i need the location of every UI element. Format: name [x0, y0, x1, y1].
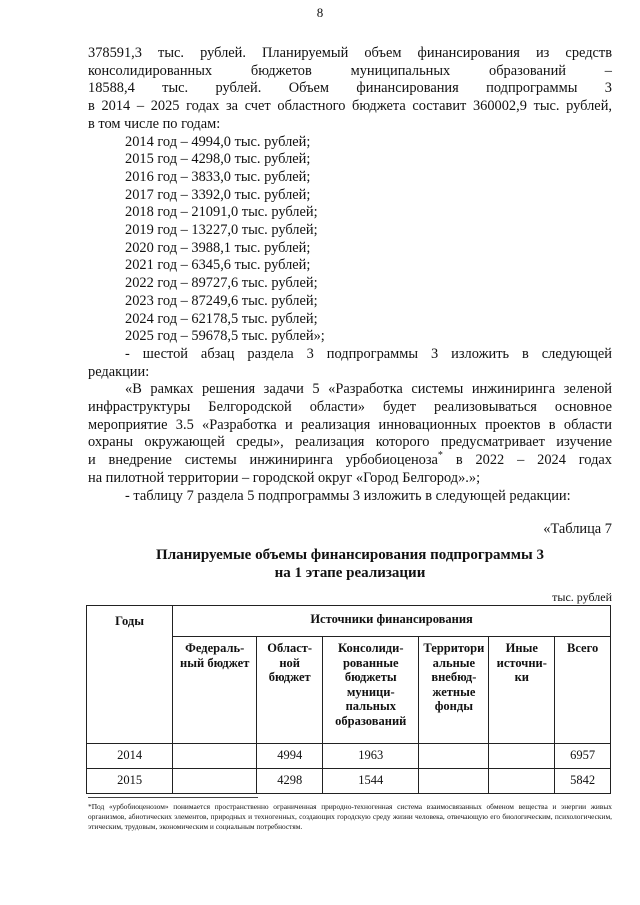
year-funding-item: 2019 год – 13227,0 тыс. рублей;: [125, 222, 318, 239]
year-funding-item: 2023 год – 87249,6 тыс. рублей;: [125, 292, 318, 309]
quote-line-part: и внедрение системы инжиниринга урбобиоценоза: [88, 452, 438, 469]
table7-instruction: - таблицу 7 раздела 5 подпрограммы 3 изложить в следующей редакции:: [125, 487, 571, 504]
header-federal: Федераль-ный бюджет: [173, 637, 257, 744]
header-total: Всего: [555, 637, 611, 744]
cell-other: [489, 744, 555, 769]
cell-federal: [173, 769, 257, 794]
year-funding-item: 2017 год – 3392,0 тыс. рублей;: [125, 186, 311, 203]
year-funding-item: 2022 год – 89727,6 тыс. рублей;: [125, 275, 318, 292]
cell-other: [489, 769, 555, 794]
page-number: 8: [316, 5, 324, 20]
quote-line: инфраструктуры Белгородской области» будет реализовываться основное: [88, 399, 612, 416]
cell-regional: 4298: [257, 769, 323, 794]
header-consolidated: Консолиди-рованные бюджеты муници-пальных образований: [323, 637, 419, 744]
table-label: «Таблица 7: [543, 521, 612, 538]
cell-territorial: [419, 769, 489, 794]
units-label: тыс. рублей: [552, 590, 612, 604]
year-funding-item: 2024 год – 62178,5 тыс. рублей;: [125, 310, 318, 327]
quote-line: «В рамках решения задачи 5 «Разработка системы инжиниринга зеленой: [125, 381, 612, 398]
year-funding-item: 2016 год – 3833,0 тыс. рублей;: [125, 168, 311, 185]
header-regional: Област-ной бюджет: [257, 637, 323, 744]
cell-territorial: [419, 744, 489, 769]
footnote-divider: [88, 797, 258, 798]
cell-regional: 4994: [257, 744, 323, 769]
year-funding-list: [88, 134, 612, 346]
footnote: *Под «урбобиоценозом» понимается пространственно ограниченная природно-техногенная система взаимосвязанных обменом вещества и энергии живых организмов, абиотических элементов, природных и техногенных, создающих городскую среду жизни человека, отвечающую его биологическим, психологическим, этическим, трудовым, экономическим и социальным потребностям.: [88, 802, 612, 831]
cell-year: 2015: [87, 769, 173, 794]
table-header-row: [87, 606, 611, 637]
quote-line: на пилотной территории – городской округ «Город Белгород».»;: [88, 469, 481, 486]
footnote-marker: *: [437, 450, 443, 462]
year-funding-item: 2015 год – 4298,0 тыс. рублей;: [125, 151, 311, 168]
table-row: [87, 744, 611, 769]
intro-line: в том числе по годам:: [88, 115, 221, 132]
year-funding-item: 2020 год – 3988,1 тыс. рублей;: [125, 239, 311, 256]
intro-line: консолидированных бюджетов муниципальных образований –: [88, 62, 612, 79]
header-territorial: Территори альные внебюд-жетные фонды: [419, 637, 489, 744]
financing-table: [86, 605, 611, 794]
cell-consolidated: 1963: [323, 744, 419, 769]
sixth-abzac-line: - шестой абзац раздела 3 подпрограммы 3 изложить в следующей: [125, 345, 612, 362]
quote-line: [88, 452, 612, 470]
year-funding-item: 2014 год – 4994,0 тыс. рублей;: [125, 133, 311, 150]
header-years: Годы: [87, 606, 173, 744]
year-funding-item: 2018 год – 21091,0 тыс. рублей;: [125, 204, 318, 221]
cell-total: 5842: [555, 769, 611, 794]
intro-line: 378591,3 тыс. рублей. Планируемый объем финансирования из средств: [88, 45, 612, 61]
quote-line-part: в 2022 – 2024 годах: [455, 452, 612, 469]
table-row: [87, 769, 611, 794]
quote-line: охраны окружающей среды», реализация которого предусматривает изучение: [88, 434, 612, 451]
intro-line: в 2014 – 2025 годах за счет областного бюджета составит 360002,9 тыс. рублей,: [88, 98, 612, 115]
document-body: [88, 45, 612, 539]
cell-year: 2014: [87, 744, 173, 769]
intro-line: 18588,4 тыс. рублей. Объем финансирования подпрограммы 3: [88, 80, 612, 97]
table-title: [88, 546, 612, 582]
year-funding-item: 2021 год – 6345,6 тыс. рублей;: [125, 257, 311, 274]
header-other: Иные источни-ки: [489, 637, 555, 744]
table-title-line: на 1 этапе реализации: [274, 565, 426, 581]
cell-federal: [173, 744, 257, 769]
header-sources: Источники финансирования: [173, 606, 611, 637]
sixth-abzac-line: редакции:: [88, 363, 150, 380]
table-title-line: Планируемые объемы финансирования подпрограммы 3: [156, 547, 544, 563]
cell-total: 6957: [555, 744, 611, 769]
cell-consolidated: 1544: [323, 769, 419, 794]
year-funding-item: 2025 год – 59678,5 тыс. рублей»;: [125, 328, 325, 345]
quote-line: мероприятие 3.5 «Разработка и реализация инновационных проектов в области: [88, 416, 612, 433]
